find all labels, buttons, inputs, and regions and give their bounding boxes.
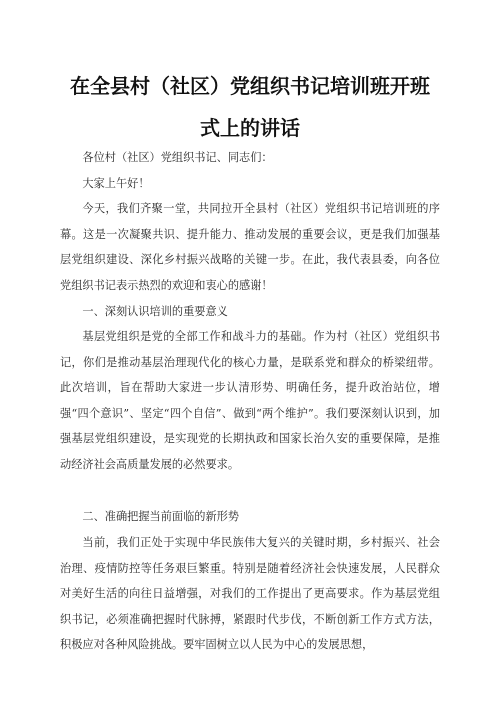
- greeting: 大家上午好！: [82, 177, 150, 190]
- document-title-line-2: 式上的讲话: [200, 116, 300, 140]
- section-heading-2: 二、准确把握当前面临的新形势: [82, 510, 240, 523]
- paragraph-section-1: 基层党组织是党的全部工作和战斗力的基础。作为村（社区）党组织书记，你们是推动基层治理现代化的核心力量，是联系党和群众的桥梁纽带。此次培训，旨在帮助大家进一步认清形势、明确任务，提升政治站位，增强“四个意识”、坚定“四个自信”、做到“两个维护”。我们要深刻认识到，加强基层党组织建设，是实现党的长期执政和国家长治久安的重要保障，是推动经济社会高质量发展的必然要求。: [60, 330, 440, 471]
- salutation: 各位村（社区）党组织书记、同志们：: [82, 151, 273, 164]
- section-heading-1: 一、深刻认识培训的重要意义: [82, 305, 228, 318]
- document-title-line-1: 在全县村（社区）党组织书记培训班开班: [70, 74, 430, 98]
- paragraph-opening: 今天，我们齐聚一堂，共同拉开全县村（社区）党组织书记培训班的序幕。这是一次凝聚共识、提升能力、推动发展的重要会议，更是我们加强基层党组织建设、深化乡村振兴战略的关键一步。在此，我代表县委，向各位党组织书记表示热烈的欢迎和衷心的感谢！: [60, 202, 440, 292]
- paragraph-section-2: 当前，我们正处于实现中华民族伟大复兴的关键时期，乡村振兴、社会治理、疫情防控等任务艰巨繁重。特别是随着经济社会快速发展，人民群众对美好生活的向往日益增强，对我们的工作提出了更高要求。作为基层党组织书记，必须准确把握时代脉搏，紧跟时代步伐，不断创新工作方式方法，积极应对各种风险挑战。要牢固树立以人民为中心的发展思想，: [60, 536, 440, 652]
